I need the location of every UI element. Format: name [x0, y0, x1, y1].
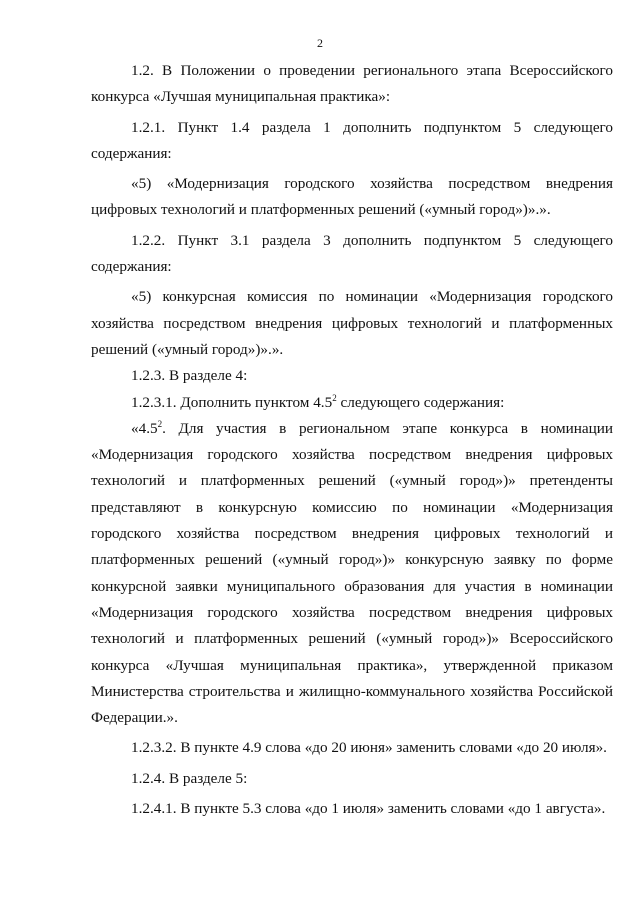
- paragraph-1-2-3-2: 1.2.3.2. В пункте 4.9 слова «до 20 июня» заменить словами «до 20 июля».: [131, 739, 607, 757]
- paragraph-1-2-3-1: [91, 390, 613, 416]
- paragraph-1-2-2-content: «5) конкурсная комиссия по номинации «Модернизация городского хозяйства посредством внедрения цифровых технологий и платформенных решений («умный город»)».».: [91, 288, 613, 358]
- paragraph-1-2-4-1: 1.2.4.1. В пункте 5.3 слова «до 1 июля» заменить словами «до 1 августа».: [131, 800, 606, 818]
- paragraph-1-2: 1.2. В Положении о проведении регионального этапа Всероссийского конкурса «Лучшая муниципальная практика»:: [91, 62, 613, 106]
- paragraph-4-5-2-text-a: «4.5: [131, 419, 158, 437]
- paragraph-4-5-2-text-b: . Для участия в региональном этапе конкурса в номинации «Модернизация городского хозяйства посредством внедрения цифровых технологий и платформенных решений («умный город»)» претенденты представляют в конкурсную комиссию по номинации «Модернизация городского хозяйства посредством внедрения цифровых технологий и платформенных решений («умный город»)» конкурсную заявку по форме конкурсной заявки муниципального образования для участия в номинации «Модернизация городского хозяйства посредством внедрения цифровых технологий и платформенных решений («умный город»)» Всероссийского конкурса «Лучшая муниципальная практика», утвержденной приказом Министерства строительства и жилищно-коммунального хозяйства Российской Федерации.».: [91, 419, 613, 727]
- superscript-2: 2: [157, 418, 163, 429]
- page-number: 2: [317, 36, 323, 50]
- paragraph-1-2-3: 1.2.3. В разделе 4:: [131, 367, 248, 385]
- paragraph-1-2-1-content: «5) «Модернизация городского хозяйства посредством внедрения цифровых технологий и платформенных решений («умный город»)».».: [91, 175, 613, 219]
- paragraph-1-2-2: 1.2.2. Пункт 3.1 раздела 3 дополнить подпунктом 5 следующего содержания:: [91, 231, 613, 276]
- paragraph-1-2-3-1-text-b: следующего содержания:: [336, 393, 505, 411]
- paragraph-4-5-2-content: [91, 416, 613, 732]
- superscript-2: 2: [332, 392, 337, 403]
- paragraph-1-2-4: 1.2.4. В разделе 5:: [131, 769, 248, 787]
- paragraph-1-2-3-1-text-a: 1.2.3.1. Дополнить пунктом 4.5: [131, 393, 333, 411]
- document-body: [91, 58, 613, 822]
- paragraph-1-2-1: 1.2.1. Пункт 1.4 раздела 1 дополнить подпунктом 5 следующего содержания:: [91, 118, 613, 162]
